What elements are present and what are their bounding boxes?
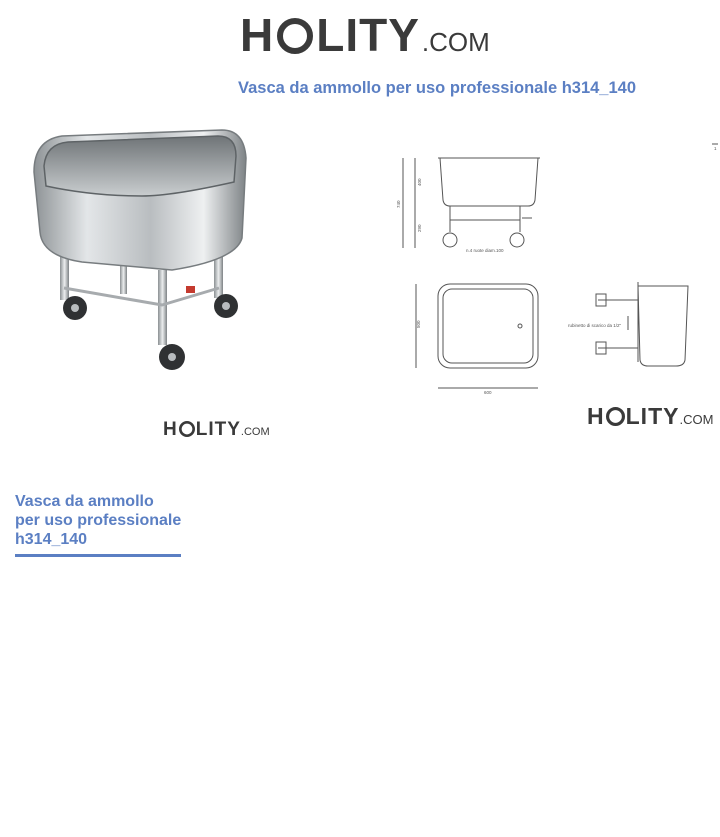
logo-letter-h: H — [163, 419, 178, 440]
logo-suffix: .COM — [240, 426, 270, 438]
logo-letter-h: H — [587, 403, 605, 429]
photo-watermark-logo — [163, 420, 270, 439]
drawing-watermark-logo — [587, 405, 713, 428]
dim-lower-height: 290 — [417, 224, 422, 232]
product-name-underline — [15, 554, 181, 557]
header-logo[interactable] — [240, 9, 490, 61]
dim-right-mark: 1 — [714, 146, 717, 151]
note-tap: rubinetto di scarico da 1/2" — [568, 323, 622, 328]
dim-upper-height: 400 — [417, 178, 422, 186]
soaking-tub-illustration — [22, 120, 262, 385]
logo-letter-h: H — [240, 9, 275, 61]
holity-o-icon — [606, 407, 625, 426]
technical-drawing[interactable] — [370, 140, 720, 410]
logo-letters: LITY — [316, 9, 420, 61]
technical-drawing-svg — [370, 140, 720, 410]
product-name-line-1: Vasca da ammollo — [15, 493, 154, 510]
dim-total-height: 740 — [396, 200, 401, 208]
page-title: Vasca da ammollo per uso professionale h314_140 — [238, 79, 637, 97]
logo-letters: LITY — [195, 419, 241, 440]
dim-width: 600 — [484, 390, 492, 395]
holity-o-icon — [179, 421, 195, 437]
product-name-line-2: per uso professionale — [15, 512, 182, 529]
logo-letters: LITY — [625, 403, 680, 429]
product-name — [15, 492, 185, 549]
logo-suffix: .COM — [421, 27, 490, 57]
dim-depth: 500 — [416, 320, 421, 328]
product-name-line-3: h314_140 — [15, 531, 88, 548]
logo-suffix: .COM — [679, 412, 714, 427]
note-wheels: n.4 ruote diam.100 — [466, 248, 504, 253]
product-photo[interactable] — [22, 120, 262, 385]
holity-o-icon — [277, 18, 313, 54]
